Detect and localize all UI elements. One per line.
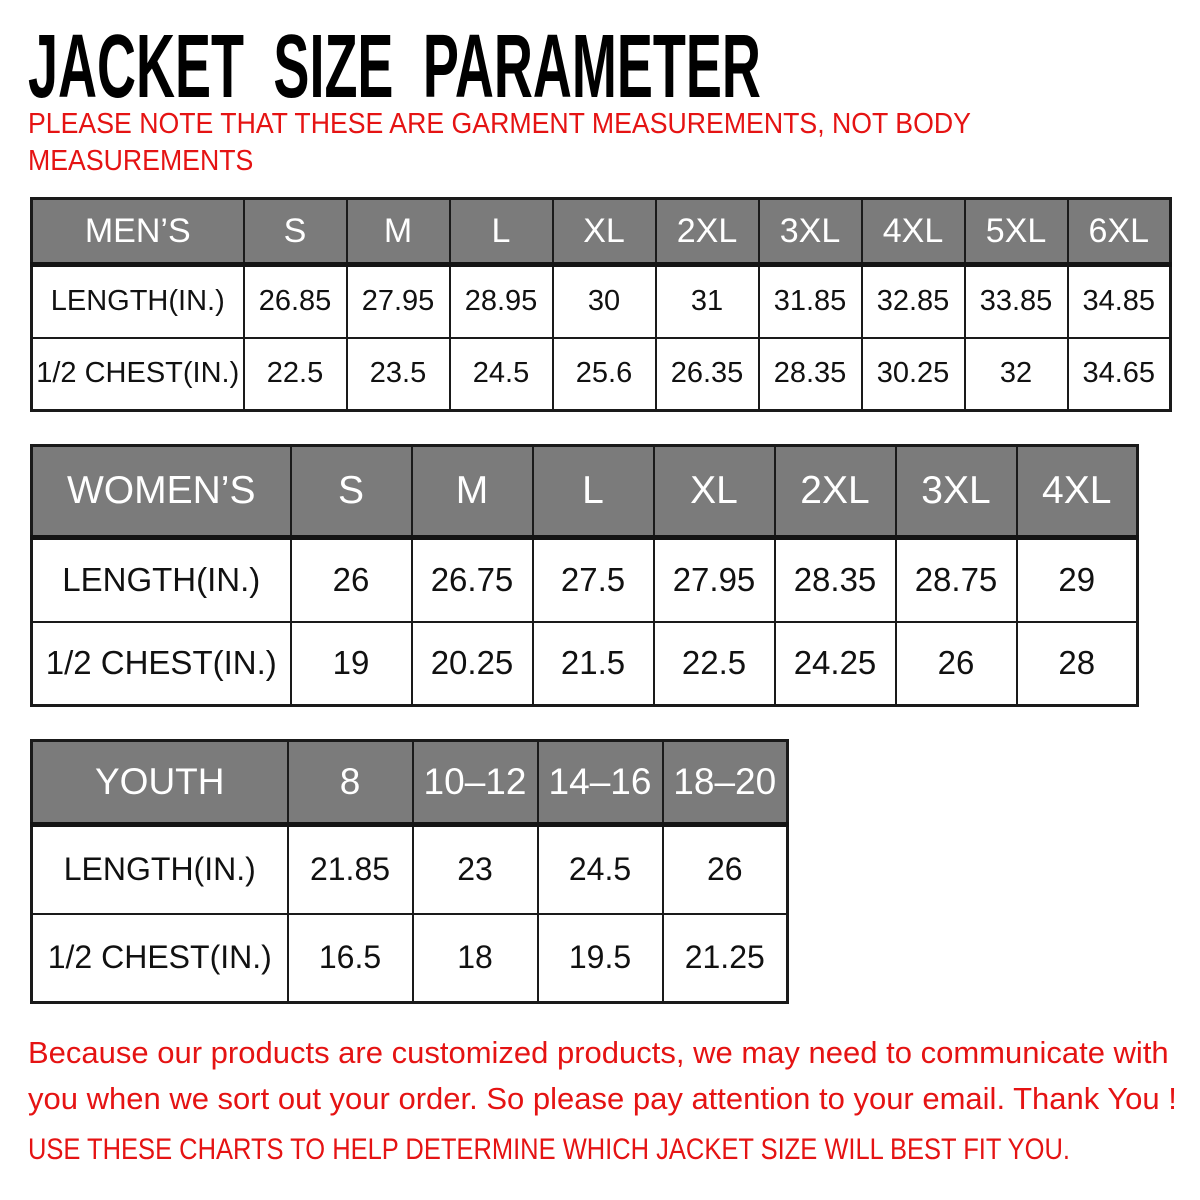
mens-chest-value: 34.65 — [1068, 338, 1171, 411]
mens-size-header: 2XL — [656, 199, 759, 265]
mens-length-value: 34.85 — [1068, 265, 1171, 338]
youth-size-header: 8 — [288, 741, 413, 825]
mens-length-value: 27.95 — [347, 265, 450, 338]
youth-length-row — [32, 825, 788, 914]
mens-chest-value: 28.35 — [759, 338, 862, 411]
row-label-chest: 1/2 CHEST(IN.) — [32, 338, 244, 411]
womens-length-value: 26 — [291, 538, 412, 622]
mens-table-title: MEN’S — [32, 199, 244, 265]
mens-chest-value: 32 — [965, 338, 1068, 411]
womens-chest-value: 20.25 — [412, 622, 533, 706]
mens-size-header: 5XL — [965, 199, 1068, 265]
mens-chest-value: 23.5 — [347, 338, 450, 411]
womens-length-value: 27.5 — [533, 538, 654, 622]
youth-size-header: 10–12 — [413, 741, 538, 825]
womens-chest-value: 26 — [896, 622, 1017, 706]
row-label-length: LENGTH(IN.) — [32, 538, 291, 622]
mens-size-table — [30, 197, 1172, 412]
womens-size-header: 3XL — [896, 446, 1017, 538]
womens-length-value: 27.95 — [654, 538, 775, 622]
womens-chest-value: 24.25 — [775, 622, 896, 706]
youth-length-value: 26 — [663, 825, 788, 914]
womens-size-header: 4XL — [1017, 446, 1138, 538]
youth-size-table — [30, 739, 789, 1004]
youth-chest-value: 16.5 — [288, 914, 413, 1003]
mens-length-value: 33.85 — [965, 265, 1068, 338]
mens-size-header: M — [347, 199, 450, 265]
row-label-length: LENGTH(IN.) — [32, 825, 288, 914]
mens-chest-value: 22.5 — [244, 338, 347, 411]
mens-length-value: 30 — [553, 265, 656, 338]
mens-length-value: 32.85 — [862, 265, 965, 338]
row-label-length: LENGTH(IN.) — [32, 265, 244, 338]
row-label-chest: 1/2 CHEST(IN.) — [32, 622, 291, 706]
mens-length-value: 31 — [656, 265, 759, 338]
youth-chest-value: 19.5 — [538, 914, 663, 1003]
youth-length-value: 23 — [413, 825, 538, 914]
womens-size-header: 2XL — [775, 446, 896, 538]
garment-measurement-note: PLEASE NOTE THAT THESE ARE GARMENT MEASUREMENTS, NOT BODY MEASUREMENTS — [28, 108, 971, 178]
mens-size-header: S — [244, 199, 347, 265]
womens-length-value: 26.75 — [412, 538, 533, 622]
womens-chest-row — [32, 622, 1138, 706]
womens-size-table — [30, 444, 1139, 707]
womens-table-title: WOMEN’S — [32, 446, 291, 538]
mens-chest-value: 24.5 — [450, 338, 553, 411]
womens-size-header: L — [533, 446, 654, 538]
mens-length-row — [32, 265, 1171, 338]
youth-chest-row — [32, 914, 788, 1003]
chart-usage-notice: USE THESE CHARTS TO HELP DETERMINE WHICH JACKET SIZE WILL BEST FIT YOU. — [28, 1133, 1070, 1166]
youth-table-title: YOUTH — [32, 741, 288, 825]
mens-size-header: 6XL — [1068, 199, 1171, 265]
customization-notice: Because our products are customized products, we may need to communicate with you when we sort out your order. So please pay attention to your email. Thank You ! — [28, 1035, 1177, 1116]
womens-chest-value: 19 — [291, 622, 412, 706]
mens-length-value: 26.85 — [244, 265, 347, 338]
youth-length-value: 21.85 — [288, 825, 413, 914]
mens-size-header: 4XL — [862, 199, 965, 265]
mens-chest-value: 26.35 — [656, 338, 759, 411]
mens-size-header: L — [450, 199, 553, 265]
mens-size-header: XL — [553, 199, 656, 265]
mens-header-row — [32, 199, 1171, 265]
womens-chest-value: 28 — [1017, 622, 1138, 706]
mens-length-value: 31.85 — [759, 265, 862, 338]
mens-chest-value: 30.25 — [862, 338, 965, 411]
mens-size-header: 3XL — [759, 199, 862, 265]
row-label-chest: 1/2 CHEST(IN.) — [32, 914, 288, 1003]
womens-header-row — [32, 446, 1138, 538]
womens-size-header: S — [291, 446, 412, 538]
youth-size-header: 18–20 — [663, 741, 788, 825]
mens-length-value: 28.95 — [450, 265, 553, 338]
youth-chest-value: 18 — [413, 914, 538, 1003]
womens-length-value: 28.75 — [896, 538, 1017, 622]
mens-chest-row — [32, 338, 1171, 411]
womens-length-row — [32, 538, 1138, 622]
youth-size-header: 14–16 — [538, 741, 663, 825]
womens-size-header: M — [412, 446, 533, 538]
womens-chest-value: 21.5 — [533, 622, 654, 706]
womens-length-value: 28.35 — [775, 538, 896, 622]
page-title: JACKET SIZE PARAMETER — [28, 17, 761, 117]
mens-chest-value: 25.6 — [553, 338, 656, 411]
youth-chest-value: 21.25 — [663, 914, 788, 1003]
youth-header-row — [32, 741, 788, 825]
womens-size-header: XL — [654, 446, 775, 538]
womens-chest-value: 22.5 — [654, 622, 775, 706]
youth-length-value: 24.5 — [538, 825, 663, 914]
womens-length-value: 29 — [1017, 538, 1138, 622]
